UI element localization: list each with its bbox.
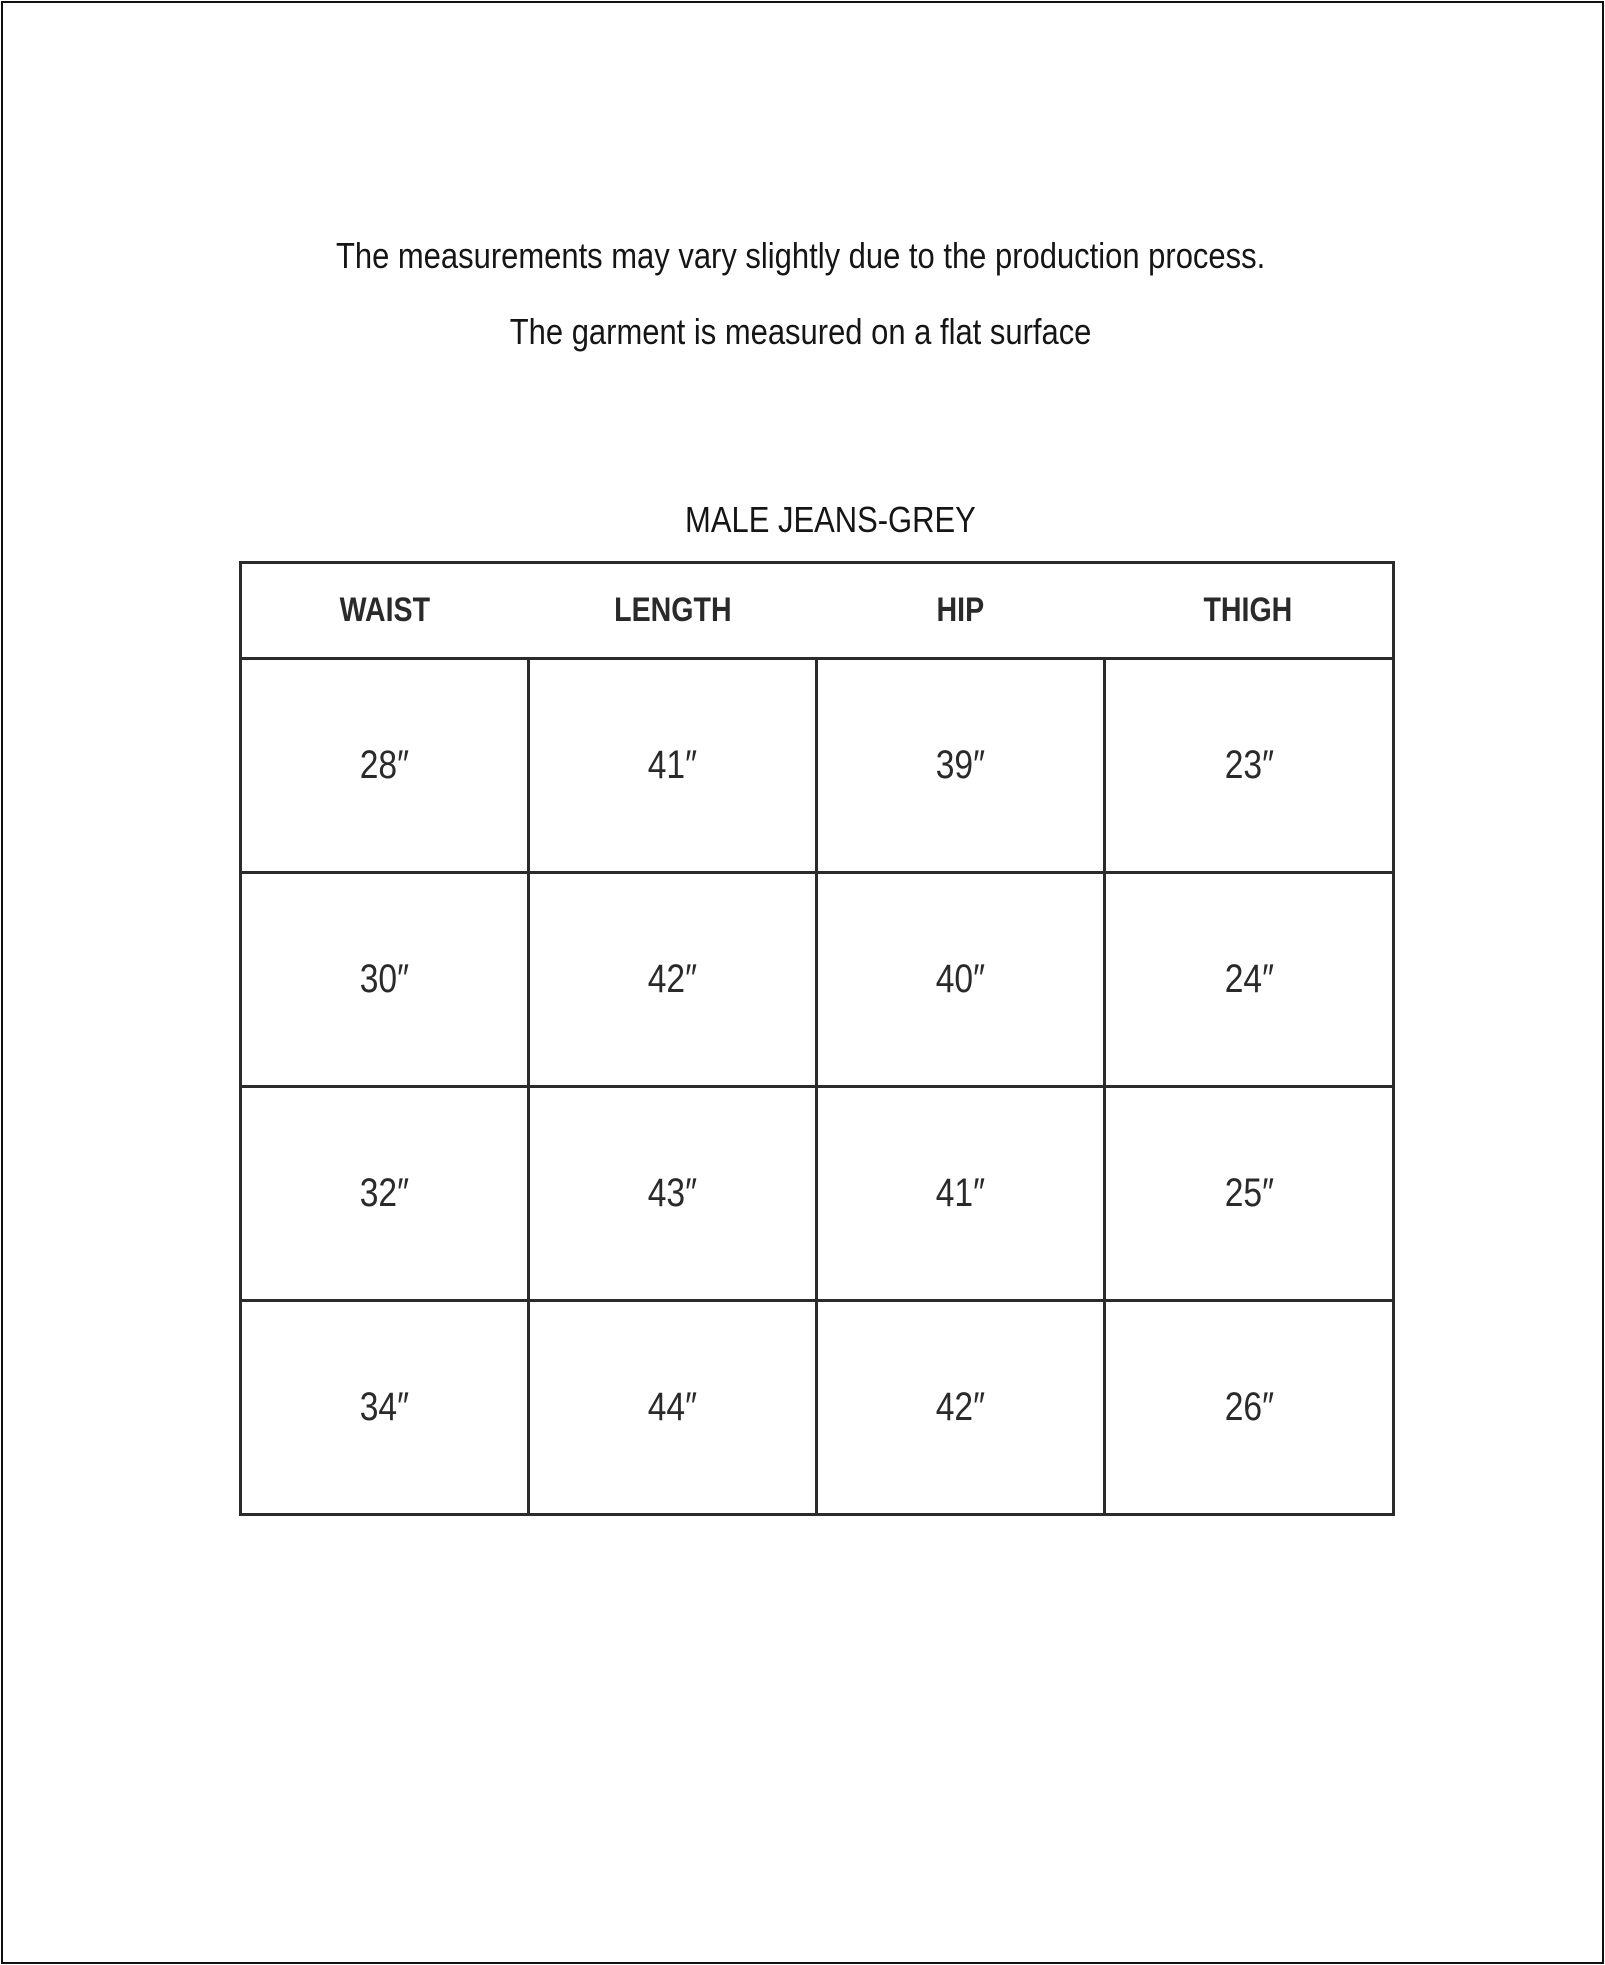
- thigh-cell: 26″: [1105, 1301, 1394, 1515]
- hip-cell: 40″: [817, 873, 1105, 1087]
- header-length: LENGTH: [529, 563, 817, 659]
- table-row: [241, 1087, 1394, 1301]
- waist-cell: 30″: [241, 873, 529, 1087]
- table-header-row: [241, 563, 1394, 659]
- header-hip: HIP: [817, 563, 1105, 659]
- flat-surface-note: The garment is measured on a flat surface: [509, 311, 1092, 352]
- waist-cell: 28″: [241, 659, 529, 873]
- waist-cell: 34″: [241, 1301, 529, 1515]
- length-cell: 42″: [529, 873, 817, 1087]
- table-row: [241, 873, 1394, 1087]
- hip-cell: 39″: [817, 659, 1105, 873]
- thigh-cell: 23″: [1105, 659, 1394, 873]
- header-thigh: THIGH: [1105, 563, 1394, 659]
- thigh-cell: 25″: [1105, 1087, 1394, 1301]
- length-cell: 43″: [529, 1087, 817, 1301]
- waist-cell: 32″: [241, 1087, 529, 1301]
- table-row: [241, 659, 1394, 873]
- thigh-cell: 24″: [1105, 873, 1394, 1087]
- measurement-variance-note: The measurements may vary slightly due to the production process.: [335, 235, 1266, 276]
- length-cell: 44″: [529, 1301, 817, 1515]
- size-table-title: MALE JEANS-GREY: [685, 499, 976, 540]
- size-table: [239, 561, 1395, 1516]
- size-chart-page: [1, 1, 1604, 1964]
- table-row: [241, 1301, 1394, 1515]
- length-cell: 41″: [529, 659, 817, 873]
- header-waist: WAIST: [241, 563, 529, 659]
- hip-cell: 42″: [817, 1301, 1105, 1515]
- hip-cell: 41″: [817, 1087, 1105, 1301]
